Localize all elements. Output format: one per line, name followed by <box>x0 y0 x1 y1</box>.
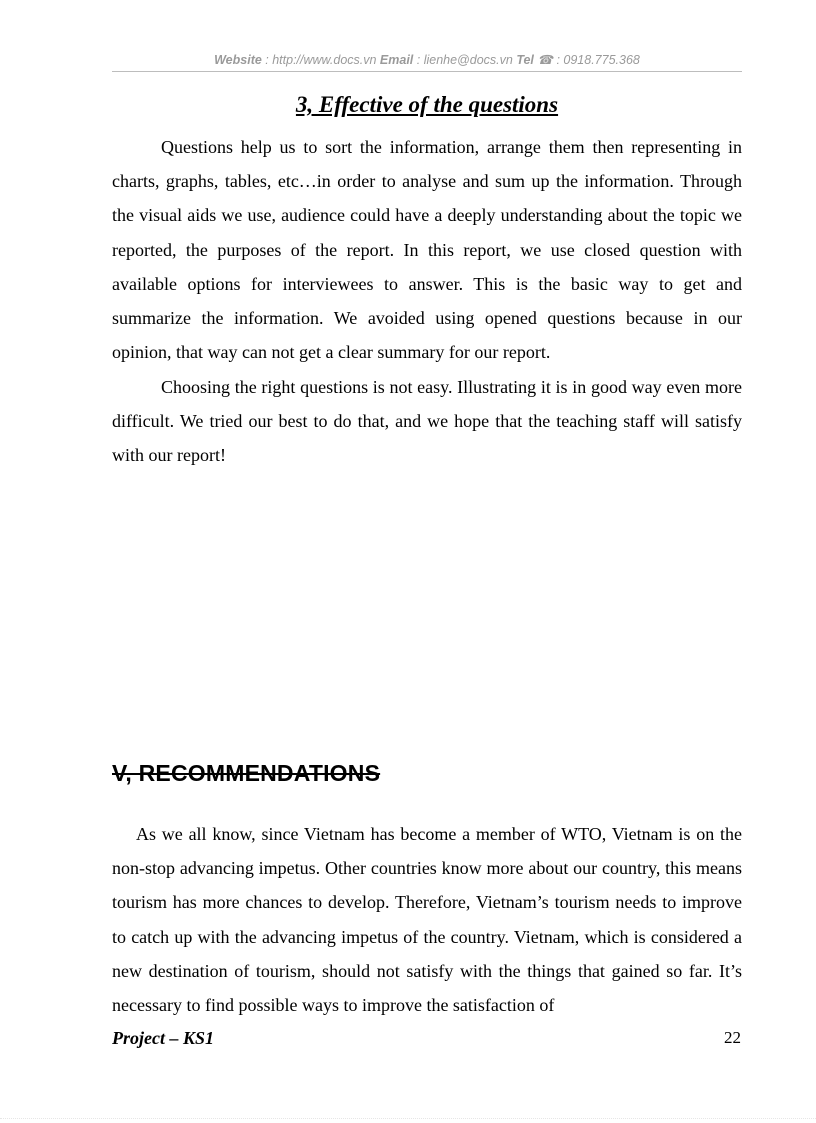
project-label: Project – KS1 <box>112 1028 214 1048</box>
website-label: Website <box>214 53 262 67</box>
recommendations-heading: V, RECOMMENDATIONS <box>112 760 381 786</box>
section-paragraph-2: Choosing the right questions is not easy. Illustrating it is in good way even more difficult. We tried our best to do that, and we hope that the teaching staff will satisfy with our report! <box>112 377 742 466</box>
section-paragraph-1: Questions help us to sort the information, arrange them then representing in charts, graphs, tables, etc…in order to analyse and sum up the information. Through the visual aids we use, audience could have a deeply understanding about the topic we reported, the purposes of the report. In this report, we use closed question with available options for interviewees to answer. This is the basic way to get and summarize the information. We avoided using opened questions because in our opinion, that way can not get a clear summary for our report. <box>112 137 742 363</box>
tel-number: : 0918.775.368 <box>552 53 640 67</box>
website-url: : http://www.docs.vn <box>261 53 380 67</box>
page-number: 22 <box>724 1028 741 1047</box>
header-divider <box>112 71 742 72</box>
phone-icon: ☎ <box>537 53 553 67</box>
email-address: : lienhe@docs.vn <box>413 53 517 67</box>
email-label: Email <box>379 53 414 67</box>
page-header <box>112 52 742 67</box>
bottom-divider <box>0 1118 816 1119</box>
section-title: 3, Effective of the questions <box>295 92 559 117</box>
recommendations-paragraph: As we all know, since Vietnam has become a member of WTO, Vietnam is on the non-stop advancing impetus. Other countries know more about our country, this means tourism has more chances to develop. Therefore, Vietnam’s tourism needs to improve to catch up with the advancing impetus of the country. Vietnam, which is considered a new destination of tourism, should not satisfy with the things that gained so far. It’s necessary to find possible ways to improve the satisfaction of <box>112 824 742 1016</box>
tel-label: Tel <box>516 53 534 67</box>
